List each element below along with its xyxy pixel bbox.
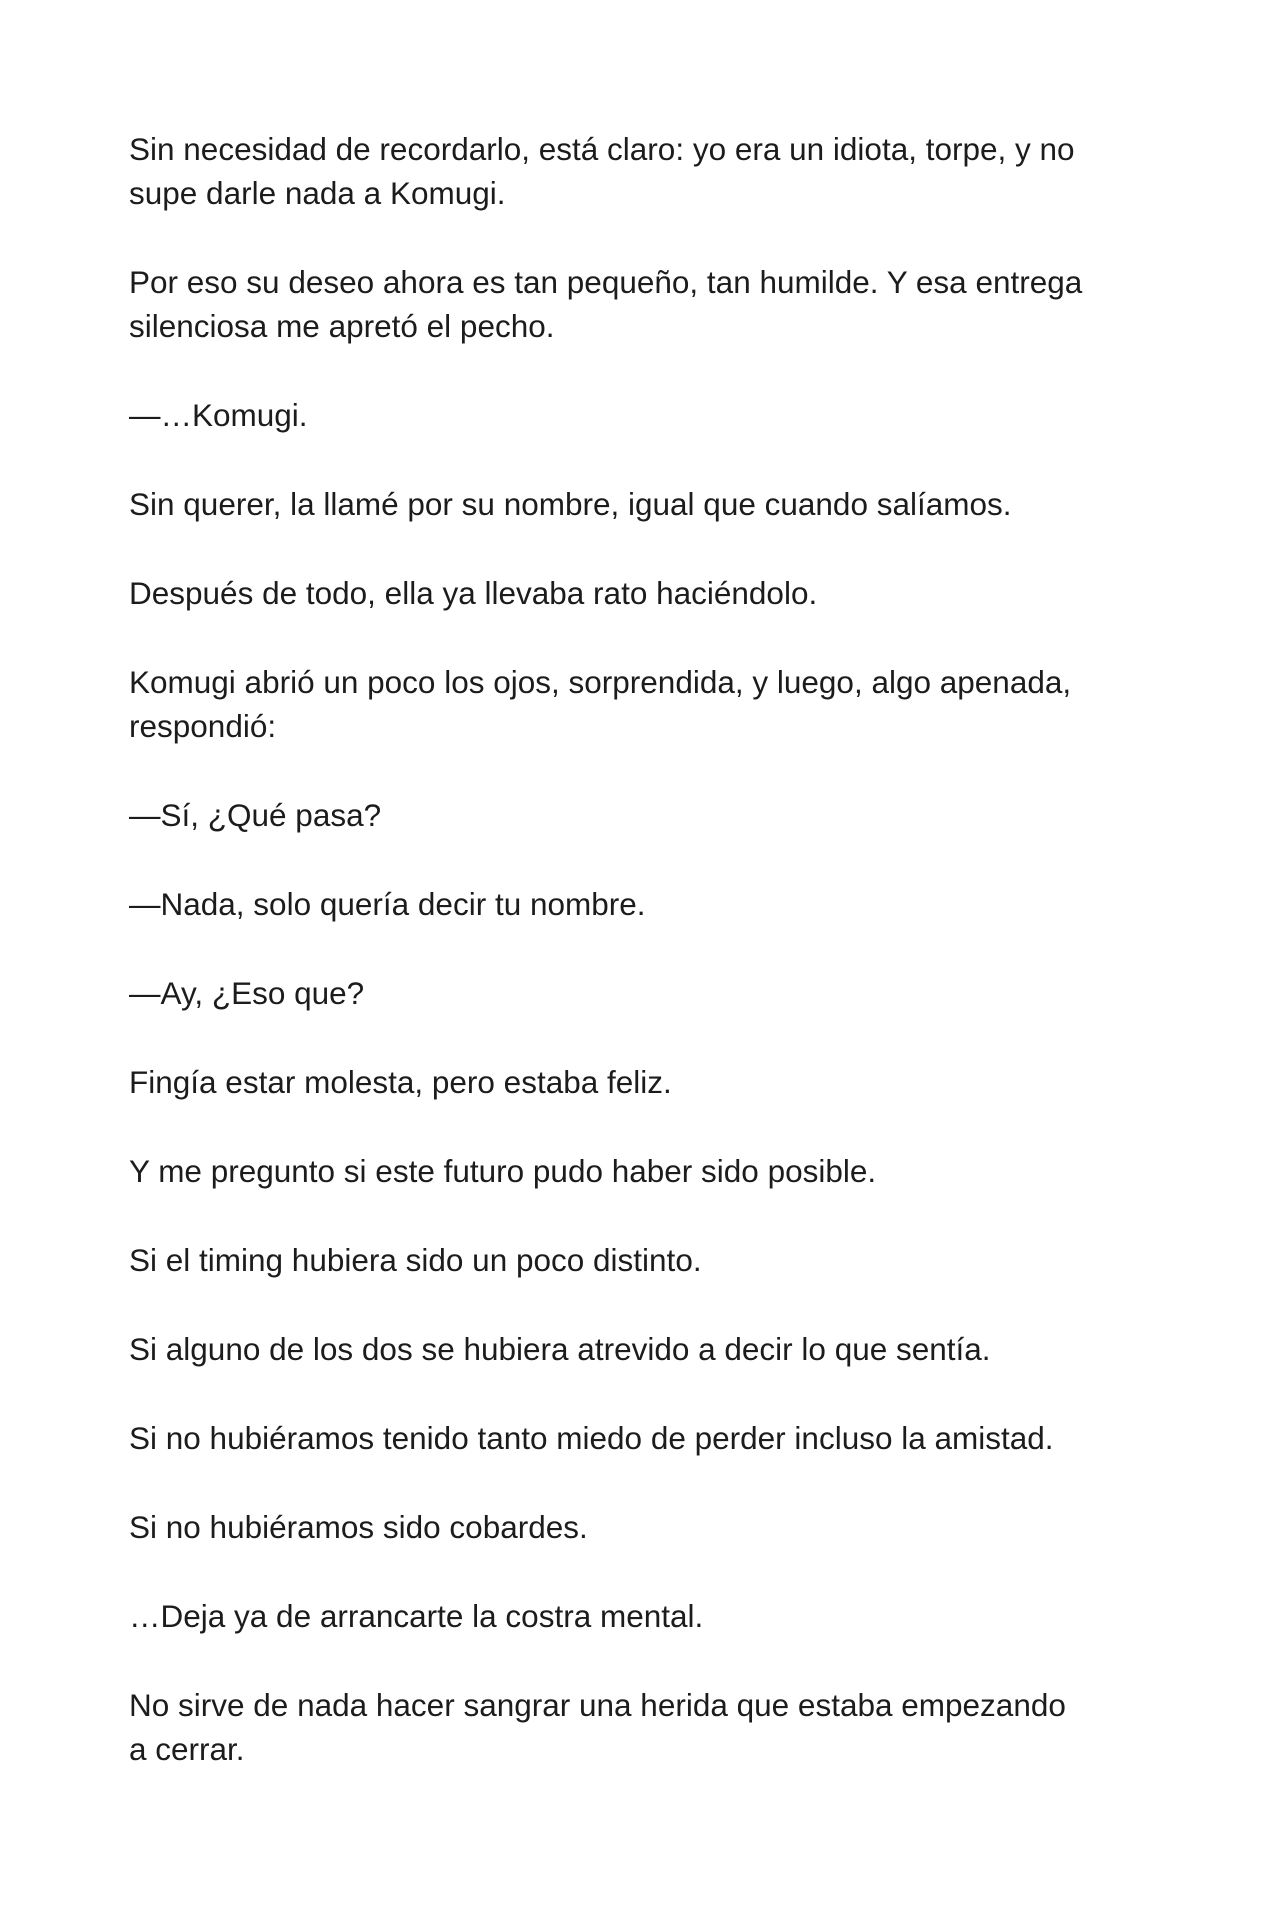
text-line: No sirve de nada hacer sangrar una herida que estaba empezando — [129, 1687, 1066, 1723]
text-line: Sin querer, la llamé por su nombre, igual que cuando salíamos. — [129, 486, 1012, 522]
dialogue-line — [129, 393, 1189, 437]
text-line: silenciosa me apretó el pecho. — [129, 308, 555, 344]
paragraph — [129, 127, 1189, 215]
dialogue-line — [129, 971, 1189, 1015]
paragraph — [129, 1149, 1189, 1193]
text-line: Komugi abrió un poco los ojos, sorprendida, y luego, algo apenada, — [129, 664, 1072, 700]
text-line: Después de todo, ella ya llevaba rato haciéndolo. — [129, 575, 818, 611]
paragraph — [129, 482, 1189, 526]
text-line: —Nada, solo quería decir tu nombre. — [129, 886, 646, 922]
text-line: Si alguno de los dos se hubiera atrevido a decir lo que sentía. — [129, 1331, 991, 1367]
paragraph — [129, 1238, 1189, 1282]
text-line: Si no hubiéramos tenido tanto miedo de perder incluso la amistad. — [129, 1420, 1054, 1456]
text-line: —Ay, ¿Eso que? — [129, 975, 365, 1011]
paragraph — [129, 1416, 1189, 1460]
text-line: —…Komugi. — [129, 397, 308, 433]
text-line: Por eso su deseo ahora es tan pequeño, tan humilde. Y esa entrega — [129, 264, 1083, 300]
text-line: Si no hubiéramos sido cobardes. — [129, 1509, 588, 1545]
paragraph — [129, 1683, 1189, 1771]
text-line: —Sí, ¿Qué pasa? — [129, 797, 382, 833]
document-page — [129, 127, 1189, 1816]
paragraph — [129, 1060, 1189, 1104]
paragraph — [129, 1505, 1189, 1549]
dialogue-line — [129, 793, 1189, 837]
text-line: Si el timing hubiera sido un poco distinto. — [129, 1242, 702, 1278]
paragraph — [129, 571, 1189, 615]
text-line: supe darle nada a Komugi. — [129, 175, 506, 211]
text-line: a cerrar. — [129, 1731, 245, 1767]
paragraph — [129, 1327, 1189, 1371]
text-line: Y me pregunto si este futuro pudo haber sido posible. — [129, 1153, 877, 1189]
dialogue-line — [129, 882, 1189, 926]
paragraph — [129, 260, 1189, 348]
text-line: respondió: — [129, 708, 277, 744]
paragraph — [129, 1594, 1189, 1638]
text-line: Sin necesidad de recordarlo, está claro: yo era un idiota, torpe, y no — [129, 131, 1075, 167]
text-line: …Deja ya de arrancarte la costra mental. — [129, 1598, 704, 1634]
text-line: Fingía estar molesta, pero estaba feliz. — [129, 1064, 672, 1100]
paragraph — [129, 660, 1189, 748]
